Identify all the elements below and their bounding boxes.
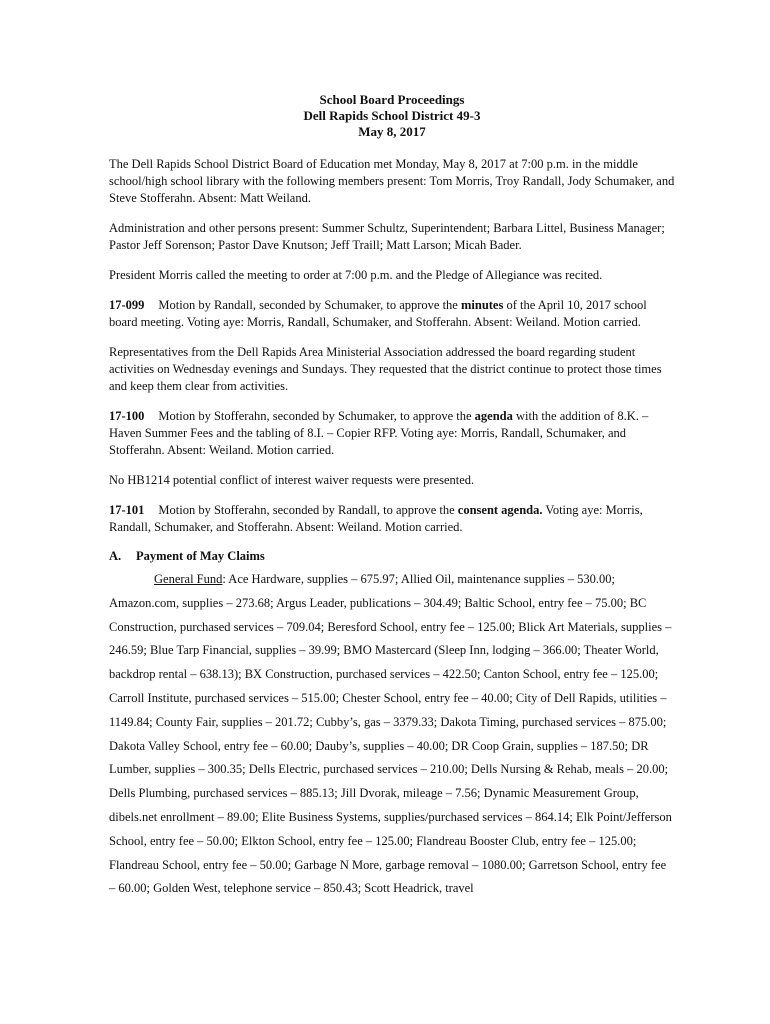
section-title: Payment of May Claims (136, 549, 265, 563)
motion-17-101 (109, 502, 675, 536)
motion-bold-term: minutes (460, 298, 504, 312)
motion-17-099 (109, 297, 675, 331)
paragraph-attendance: The Dell Rapids School District Board of Education met Monday, May 8, 2017 at 7:00 p.m. in the middle school/high school library with the following members present: Tom Morris, Troy Randall, Jody Schumaker, and Steve Stofferahn. Absent: Matt Weiland. (109, 157, 675, 205)
title-line-2: Dell Rapids School District 49-3 (303, 108, 481, 123)
motion-number: 17-101 (109, 503, 145, 517)
claims-text: : Ace Hardware, supplies – 675.97; Allied Oil, maintenance supplies – 530.00; Amazon.com, supplies – 273.68; Argus Leader, publications – 304.49; Baltic School, entry fee – 75.00; BC Construction, purchased services – 709.04; Beresford School, entry fee – 125.00; Blick Art Materials, supplies – 246.59; Blue Tarp Financial, supplies – 39.99; BMO Mastercard (Sleep Inn, lodging – 366.00; Theater World, backdrop rental – 638.13); BX Construction, purchased services – 422.50; Canton School, entry fee – 125.00; Carroll Institute, purchased services – 515.00; Chester School, entry fee – 40.00; City of Dell Rapids, utilities – 1149.84; County Fair, supplies – 201.72; Cubby’s, gas – 3379.33; Dakota Timing, purchased services – 875.00; Dakota Valley School, entry fee – 60.00; Dauby’s, supplies – 40.00; DR Coop Grain, supplies – 187.50; DR Lumber, supplies – 300.35; Dells Electric, purchased services – 210.00; Dells Nursing & Rehab, meals – 20.00; Dells Plumbing, purchased services – 885.13; Jill Dvorak, mileage – 7.56; Dynamic Measurement Group, dibels.net enrollment – 89.00; Elite Business Systems, supplies/purchased services – 864.14; Elk Point/Jefferson School, entry fee – 50.00; Elkton School, entry fee – 125.00; Flandreau Booster Club, entry fee – 125.00; Flandreau School, entry fee – 50.00; Garbage N More, garbage removal – 1080.00; Garretson School, entry fee – 60.00; Golden West, telephone service – 850.43; Scott Headrick, travel (109, 572, 672, 896)
title-line-1: School Board Proceedings (319, 92, 465, 107)
motion-text-pre: Motion by Stofferahn, seconded by Randall, to approve the (158, 503, 458, 517)
document-title (109, 92, 675, 140)
paragraph-hb1214: No HB1214 potential conflict of interest waiver requests were presented. (109, 473, 475, 487)
fund-label: General Fund (154, 572, 223, 586)
motion-bold-term: agenda (474, 409, 513, 423)
motion-number: 17-100 (109, 409, 145, 423)
paragraph-call-to-order: President Morris called the meeting to order at 7:00 p.m. and the Pledge of Allegiance was recited. (109, 268, 603, 282)
title-line-3: May 8, 2017 (358, 124, 426, 139)
claims-list (109, 568, 675, 901)
section-heading-payment (109, 548, 675, 565)
paragraph-administration: Administration and other persons present: Summer Schultz, Superintendent; Barbara Littel, Business Manager; Pastor Jeff Sorenson; Pastor Dave Knutson; Jeff Traill; Matt Larson; Micah Bader. (109, 221, 665, 252)
motion-text-post: of the April 10, 2017 school board meeting. Voting aye: Morris, Randall, Schumaker, and Stofferahn. Absent: Weiland. Motion carried. (109, 298, 647, 329)
section-letter: A. (109, 549, 122, 563)
document-page (109, 92, 675, 901)
motion-bold-term: consent agenda. (457, 503, 543, 517)
motion-text-pre: Motion by Stofferahn, seconded by Schumaker, to approve the (158, 409, 475, 423)
paragraph-ministerial: Representatives from the Dell Rapids Area Ministerial Association addressed the board regarding student activities on Wednesday evenings and Sundays. They requested that the district continue to protect those times and keep them clear from activities. (109, 345, 662, 393)
motion-text-post: with the addition of 8.K. – Haven Summer Fees and the tabling of 8.I. – Copier RFP. Voting aye: Morris, Randall, Schumaker, and Stofferahn. Absent: Weiland. Motion carried. (109, 409, 649, 457)
motion-text-post: Voting aye: Morris, Randall, Schumaker, and Stofferahn. Absent: Weiland. Motion carried. (109, 503, 643, 534)
motion-text-pre: Motion by Randall, seconded by Schumaker, to approve the (158, 298, 461, 312)
motion-number: 17-099 (109, 298, 145, 312)
motion-17-100 (109, 408, 675, 459)
